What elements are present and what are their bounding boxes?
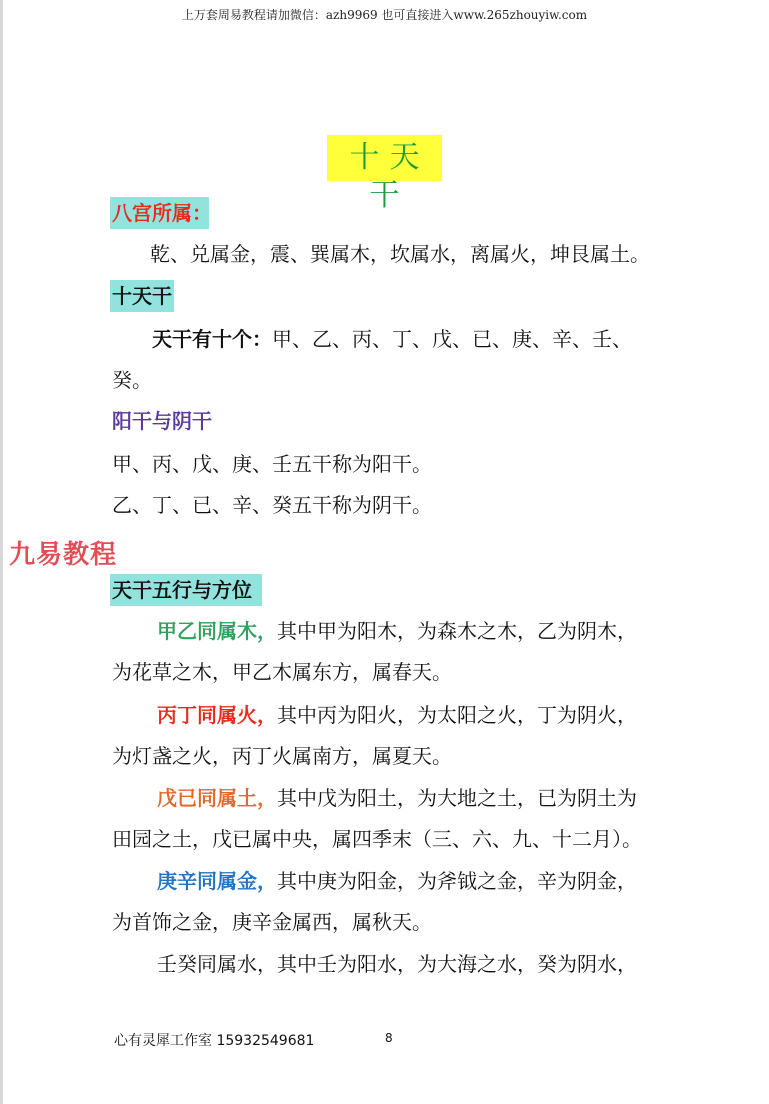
tiangan-list: 甲、乙、丙、丁、戊、已、庚、辛、壬、 (272, 327, 632, 351)
gengxin-line (157, 867, 637, 895)
footer-studio: 心有灵犀工作室 15932549681 (114, 1033, 315, 1049)
yin-text: 乙、丁、已、辛、癸五干称为阴干。 (112, 493, 432, 517)
gengxin-text2: 为首饰之金，庚辛金属西，属秋天。 (112, 910, 432, 934)
bingding-line (157, 701, 637, 729)
jiayi-text1: 其中甲为阳木，为森木之木，乙为阴木， (277, 619, 637, 643)
bagong-heading: 八宫所属： (112, 201, 212, 225)
page-edge (0, 0, 3, 1104)
top-watermark: 上万套周易教程请加微信：azh9969 也可直接进入www.265zhouyiw.com (181, 8, 588, 22)
wuji-label: 戊已同属土， (157, 786, 277, 810)
wuxing-heading: 天干五行与方位 (112, 578, 252, 602)
tiangan-lead: 天干有十个： (152, 327, 272, 351)
wuji-text2: 田园之土，戊已属中央，属四季末（三、六、九、十二月）。 (112, 827, 642, 851)
wuji-text1: 其中戊为阳土，为大地之土，已为阴土为 (277, 786, 637, 810)
tiangan-heading: 十天干 (112, 284, 172, 308)
tiangan-line (152, 325, 632, 353)
bingding-label: 丙丁同属火， (157, 703, 277, 727)
rengui-text1: 壬癸同属水，其中壬为阳水，为大海之水，癸为阴水， (157, 952, 637, 976)
page-number: 8 (385, 1031, 393, 1045)
gengxin-label: 庚辛同属金， (157, 869, 277, 893)
jiayi-label: 甲乙同属木， (157, 619, 277, 643)
bingding-text1: 其中丙为阳火，为太阳之火，丁为阴火， (277, 703, 637, 727)
jiayi-line (157, 617, 637, 645)
bingding-text2: 为灯盏之火，丙丁火属南方，属夏天。 (112, 744, 452, 768)
yang-text: 甲、丙、戊、庚、壬五干称为阳干。 (112, 452, 432, 476)
bagong-text: 乾、兑属金，震、巽属木，坎属水，离属火，坤艮属土。 (150, 242, 650, 266)
gengxin-text1: 其中庚为阳金，为斧钺之金，辛为阴金， (277, 869, 637, 893)
jiayi-text2: 为花草之木，甲乙木属东方，属春天。 (112, 660, 452, 684)
page-title: 十天干 (349, 140, 430, 213)
tiangan-last: 癸。 (112, 368, 152, 392)
yinyang-heading: 阳干与阴干 (112, 409, 212, 433)
wuji-line (157, 784, 637, 812)
middle-watermark: 九易教程 (9, 540, 118, 570)
